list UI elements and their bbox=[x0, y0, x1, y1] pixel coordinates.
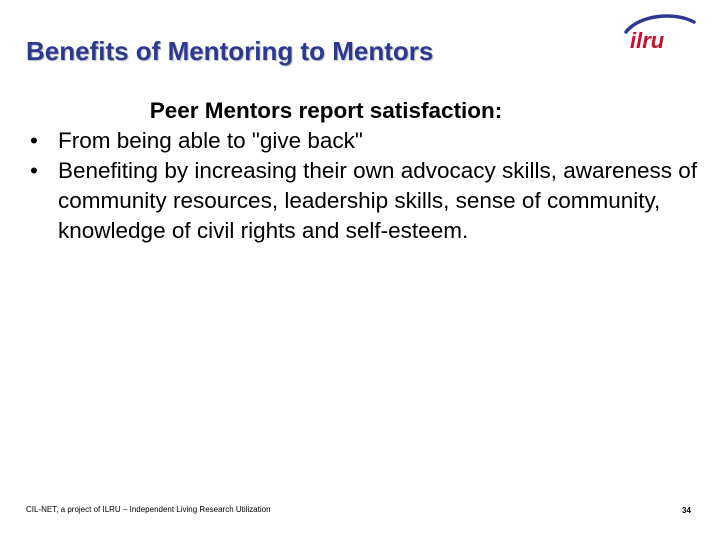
bullet-icon: • bbox=[30, 158, 38, 183]
slide-body bbox=[26, 96, 706, 246]
bullet-item bbox=[26, 156, 706, 246]
page-number: 34 bbox=[682, 506, 691, 515]
bullet-text: Benefiting by increasing their own advocacy skills, awareness of community resources, leadership skills, sense of community, knowledge of civil rights and self-esteem. bbox=[58, 158, 698, 243]
ilru-logo bbox=[622, 10, 696, 52]
footer-text: CIL-NET, a project of ILRU – Independent Living Research Utilization bbox=[26, 505, 271, 514]
lead-text: Peer Mentors report satisfaction: bbox=[149, 98, 503, 123]
bullet-item bbox=[26, 126, 706, 156]
slide-title: Benefits of Mentoring to Mentors bbox=[26, 36, 434, 66]
bullet-text: From being able to "give back" bbox=[58, 128, 363, 153]
bullet-icon: • bbox=[30, 128, 38, 153]
logo-text: ilru bbox=[630, 28, 665, 52]
